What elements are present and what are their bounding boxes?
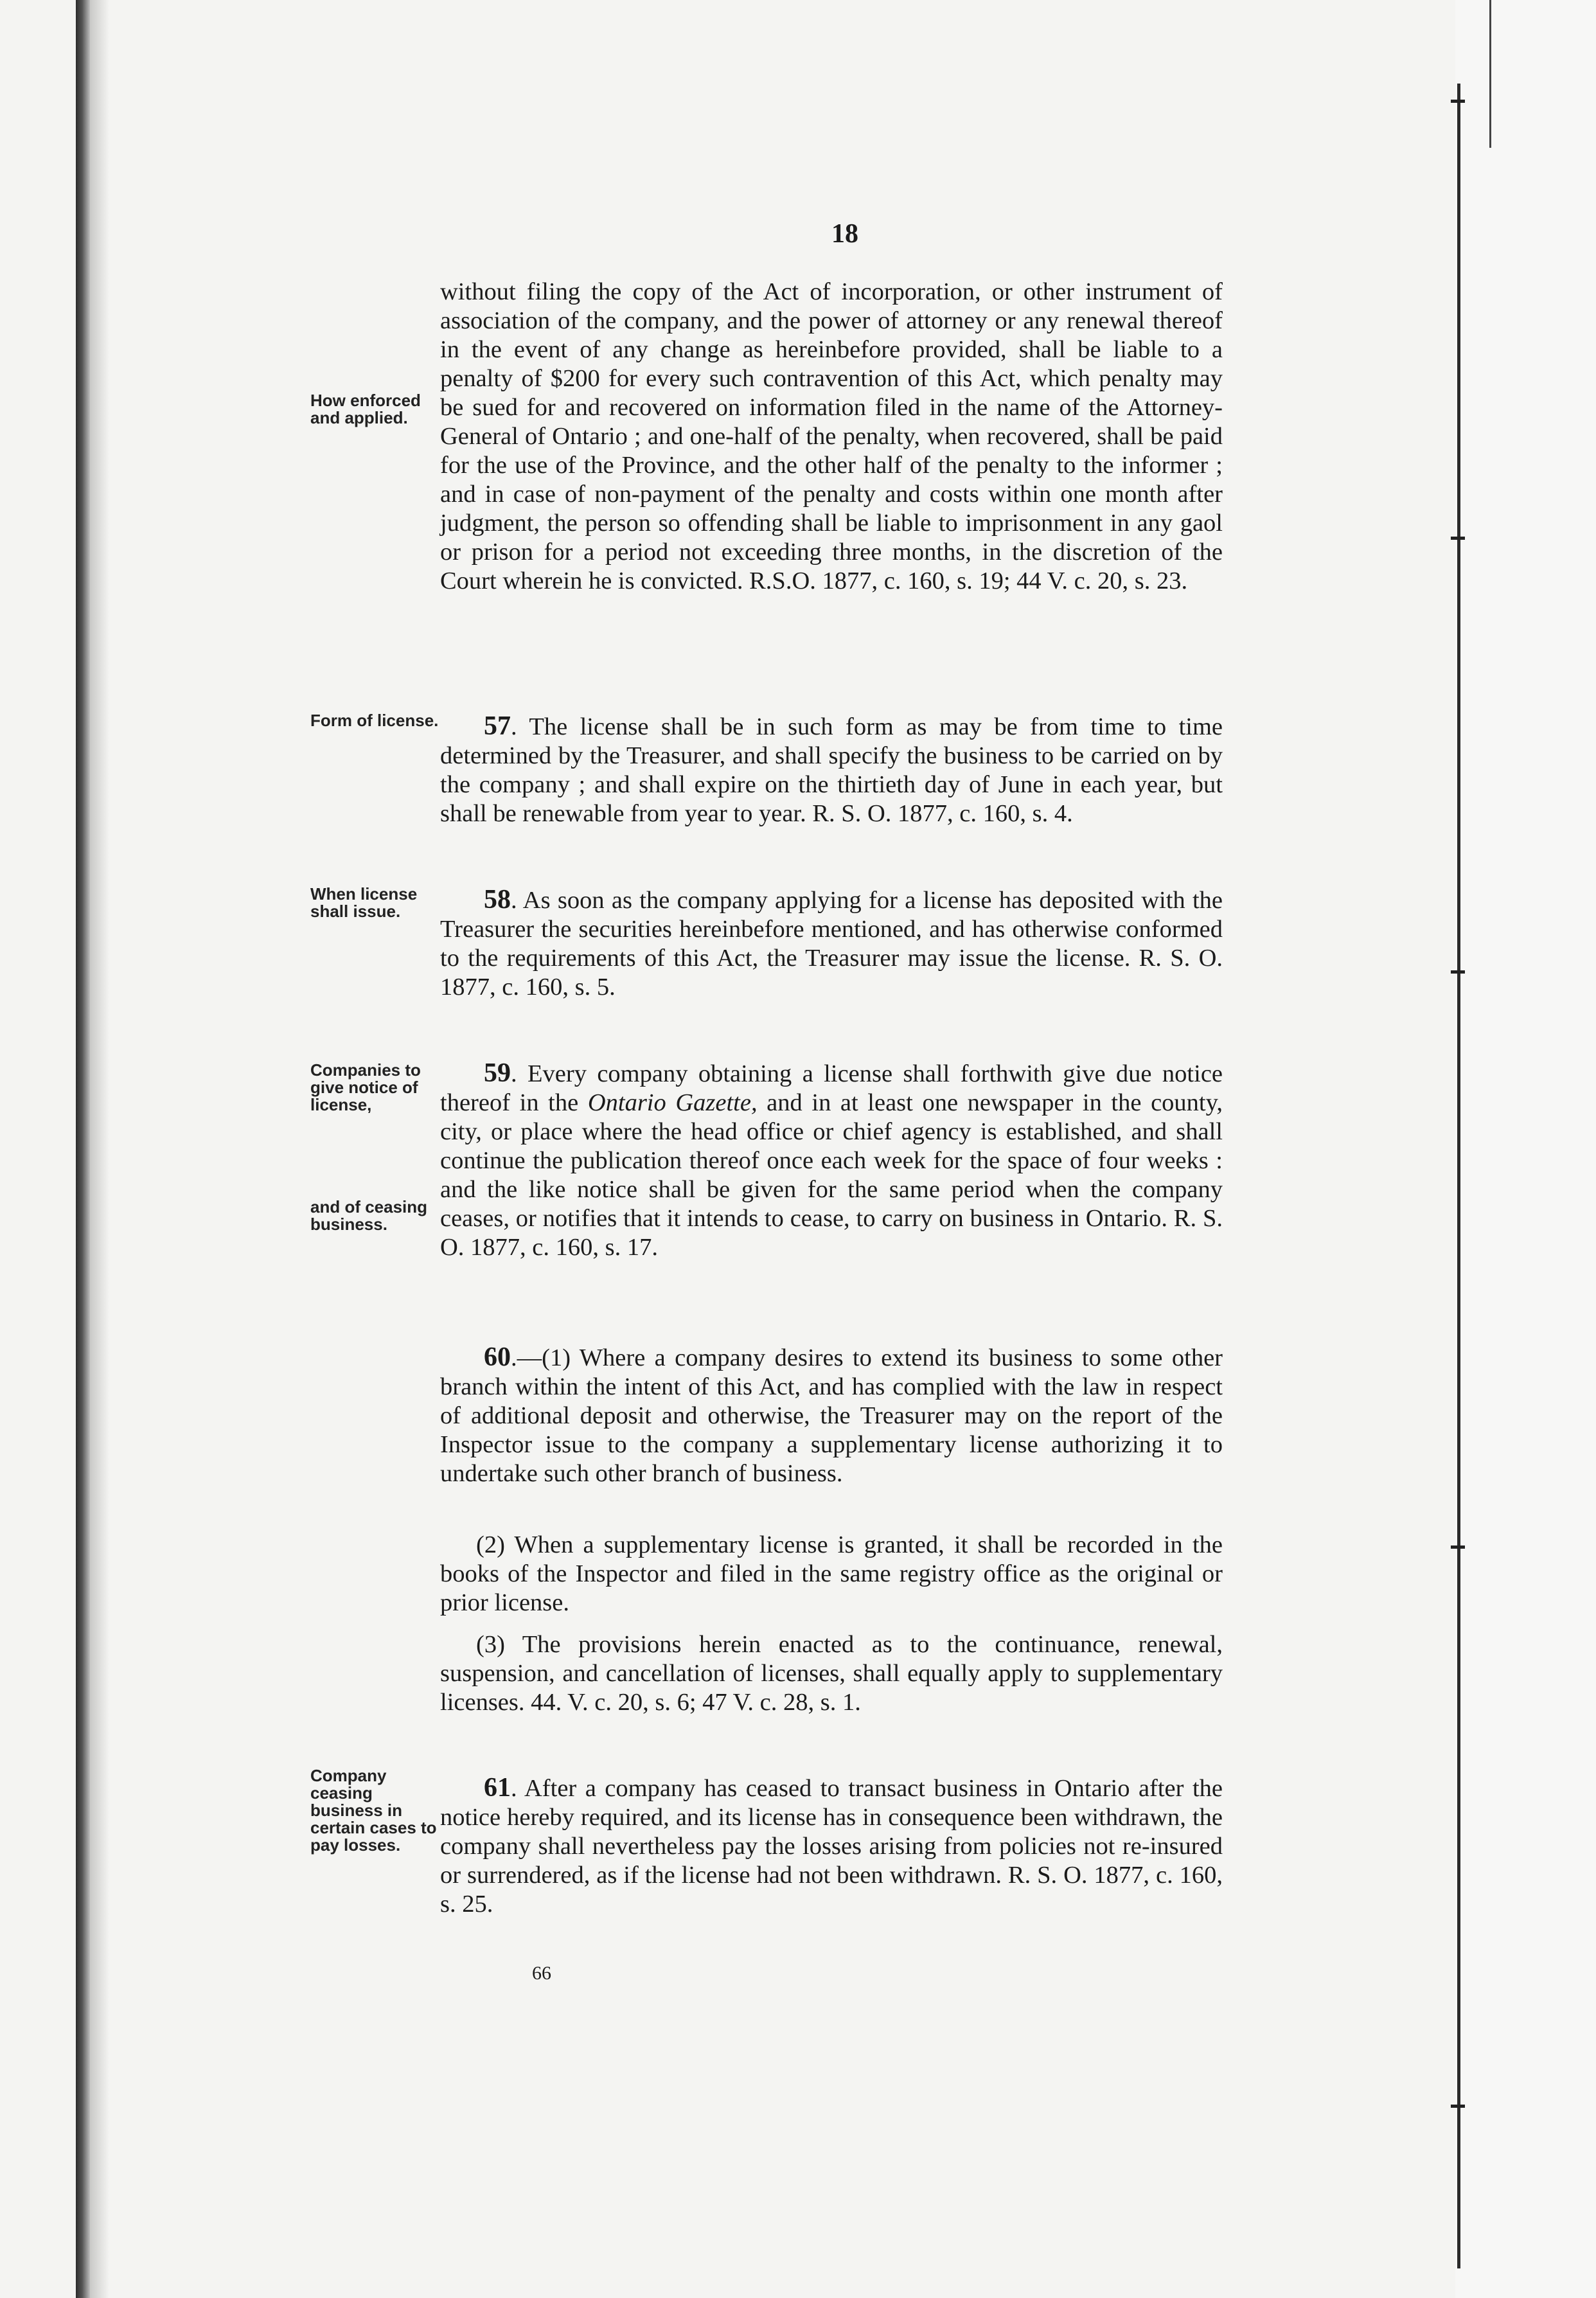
sidenote-company-ceasing: Company ceasing business in certain cases to pay losses. xyxy=(310,1766,437,1855)
section-60-subsection-1 xyxy=(440,1343,1223,1488)
page-margin-right xyxy=(1455,0,1596,2298)
edge-tick xyxy=(1451,970,1465,974)
section-59-text-b: and in at least one newspaper in the county, city, or place where the head office or chief agency is established, and shall continue the publication thereof once each week for the space of four weeks : and the like notice shall be given for the same period when the company ceases, or notifies that it intends to cease, to carry on business in Ontario. R. S. O. 1877, c. 160, s. 17. xyxy=(440,1089,1223,1261)
section-56-continuation: without filing the copy of the Act of incorporation, or other instrument of association of the company, and the power of attorney or any renewal thereof in the event of any change as hereinbefore provided, shall be liable to a penalty of $200 for every such contravention of this Act, which penalty may be sued for and recovered on information filed in the name of the Attorney-General of Ontario ; and one-half of the penalty, when recovered, shall be paid for the use of the Province, and the other half of the penalty to the informer ; and in case of non-payment of the penalty and costs within one month after judgment, the person so offending shall be liable to imprisonment in any gaol or prison for a period not exceeding three months, in the discretion of the Court wherein he is convicted. R.S.O. 1877, c. 160, s. 19; 44 V. c. 20, s. 23. xyxy=(440,278,1223,594)
edge-tick xyxy=(1451,537,1465,540)
section-60-number: 60 xyxy=(484,1342,511,1372)
sidenote-ceasing-business: and of ceasing business. xyxy=(310,1197,428,1234)
section-61 xyxy=(440,1774,1223,1919)
section-61-number: 61 xyxy=(484,1773,511,1803)
section-57 xyxy=(440,712,1223,828)
binding-edge xyxy=(76,0,90,2298)
printer-signature: 66 xyxy=(532,1963,551,1984)
edge-tick xyxy=(1451,1545,1465,1549)
section-61-text: . After a company has ceased to transact business in Ontario after the notice hereby required, and its license has in consequence been withdrawn, the company shall nevertheless pay the losses arising from policies not re-insured or surrendered, as if the license had not been withdrawn. R. S. O. 1877, c. 160, s. 25. xyxy=(440,1775,1223,1918)
ontario-gazette: Ontario Gazette, xyxy=(587,1089,758,1116)
sidenote-form-of-license: Form of license. xyxy=(310,711,439,730)
section-59 xyxy=(440,1059,1223,1262)
section-57-text: . The license shall be in such form as may be from time to time determined by the Treasurer, and shall specify the business to be carried on by the company ; and shall expire on the thirtieth day of June in each year, but shall be renewable from year to year. R. S. O. 1877, c. 160, s. 4. xyxy=(440,713,1223,827)
page-edge-line-top xyxy=(1489,0,1491,148)
page-edge-line xyxy=(1457,84,1460,2268)
section-58-text: . As soon as the company applying for a license has deposited with the Treasurer the securities hereinbefore mentioned, and has otherwise conformed to the requirements of this Act, the Treasurer may issue the license. R. S. O. 1877, c. 160, s. 5. xyxy=(440,887,1223,1001)
section-59-number: 59 xyxy=(484,1058,511,1088)
section-57-number: 57 xyxy=(484,711,511,741)
binding-shadow xyxy=(90,0,109,2298)
section-59-text-a: . Every company obtaining a license shall forthwith give due notice thereof in the xyxy=(440,1060,1223,1116)
sidenote-how-enforced: How enforced and applied. xyxy=(310,391,421,427)
page-number: 18 xyxy=(831,219,858,249)
section-58 xyxy=(440,886,1223,1002)
edge-tick xyxy=(1451,2105,1465,2108)
section-60-subsection-2: (2) When a supplementary license is granted, it shall be recorded in the books of the Inspector and filed in the same registry office as the original or prior license. xyxy=(440,1531,1223,1616)
sidenote-companies-notice: Companies to give notice of license, xyxy=(310,1060,421,1114)
edge-tick xyxy=(1451,100,1465,103)
section-58-number: 58 xyxy=(484,885,511,914)
section-60-subsection-3: (3) The provisions herein enacted as to the continuance, renewal, suspension, and cancellation of licenses, shall equally apply to supplementary licenses. 44. V. c. 20, s. 6; 47 V. c. 28, s. 1. xyxy=(440,1631,1223,1716)
section-60-text-1: .—(1) Where a company desires to extend its business to some other branch within the intent of this Act, and has complied with the law in respect of additional deposit and otherwise, the Treasurer may on the report of the Inspector issue to the company a supplementary license authorizing it to undertake such other branch of business. xyxy=(440,1344,1223,1487)
sidenote-when-license: When license shall issue. xyxy=(310,884,418,921)
